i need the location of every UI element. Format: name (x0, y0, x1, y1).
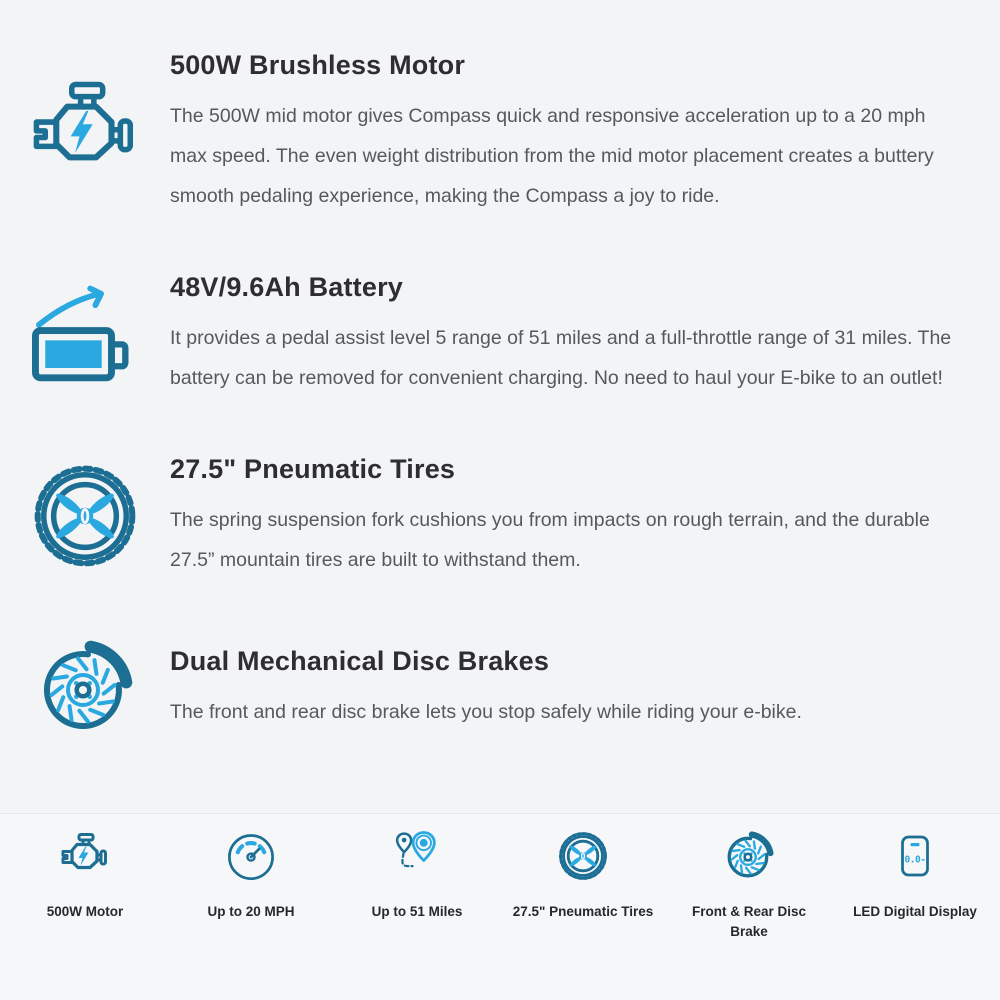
route-pins-icon (389, 828, 445, 884)
spec-label: 27.5" Pneumatic Tires (512, 904, 654, 919)
spec-label: 500W Motor (46, 904, 124, 919)
feature-brakes-text (170, 644, 1000, 732)
feature-title: Dual Mechanical Disc Brakes (170, 646, 550, 676)
spec-strip (0, 813, 1000, 1000)
feature-battery (0, 270, 1000, 398)
spec-label: Front & Rear Disc Brake (691, 904, 807, 939)
feature-tires-text (170, 452, 1000, 580)
feature-title: 48V/9.6Ah Battery (170, 272, 404, 302)
feature-tires (0, 452, 1000, 580)
tire-icon (557, 828, 609, 884)
led-display-digits: 0.0- (904, 854, 926, 866)
feature-motor (0, 48, 1000, 216)
feature-motor-text (170, 48, 1000, 216)
motor-icon (57, 828, 113, 884)
feature-brakes (0, 634, 1000, 742)
feature-body: The front and rear disc brake lets you stop safely while riding your e-bike. (170, 701, 802, 723)
feature-title: 27.5" Pneumatic Tires (170, 454, 456, 484)
feature-body: It provides a pedal assist level 5 range of 51 miles and a full-throttle range of 31 miles. The battery can be removed for convenient charging. No need to haul your E-bike to an outlet! (170, 327, 952, 389)
feature-body: The spring suspension fork cushions you from impacts on rough terrain, and the durable 27.5” mountain tires are built to withstand them. (170, 509, 930, 571)
spec-brakes (674, 828, 824, 1000)
spec-range (342, 828, 492, 1000)
spec-label: LED Digital Display (853, 904, 977, 919)
led-display-icon (890, 828, 940, 884)
spec-label: Up to 51 Miles (371, 904, 463, 919)
spec-speed (176, 828, 326, 1000)
spec-tires (508, 828, 658, 1000)
speedometer-icon (224, 828, 278, 884)
motor-icon (0, 79, 170, 185)
spec-display (840, 828, 990, 1000)
tire-icon (0, 461, 170, 571)
battery-icon (0, 281, 170, 387)
spec-motor (10, 828, 160, 1000)
spec-label: Up to 20 MPH (207, 904, 295, 919)
disc-brake-icon (0, 634, 170, 742)
disc-brake-icon (722, 828, 776, 884)
feature-body: The 500W mid motor gives Compass quick and responsive acceleration up to a 20 mph max speed. The even weight distribution from the mid motor placement creates a buttery smooth pedaling experience, making the Compass a joy to ride. (170, 105, 934, 207)
feature-title: 500W Brushless Motor (170, 50, 466, 80)
feature-battery-text (170, 270, 1000, 398)
